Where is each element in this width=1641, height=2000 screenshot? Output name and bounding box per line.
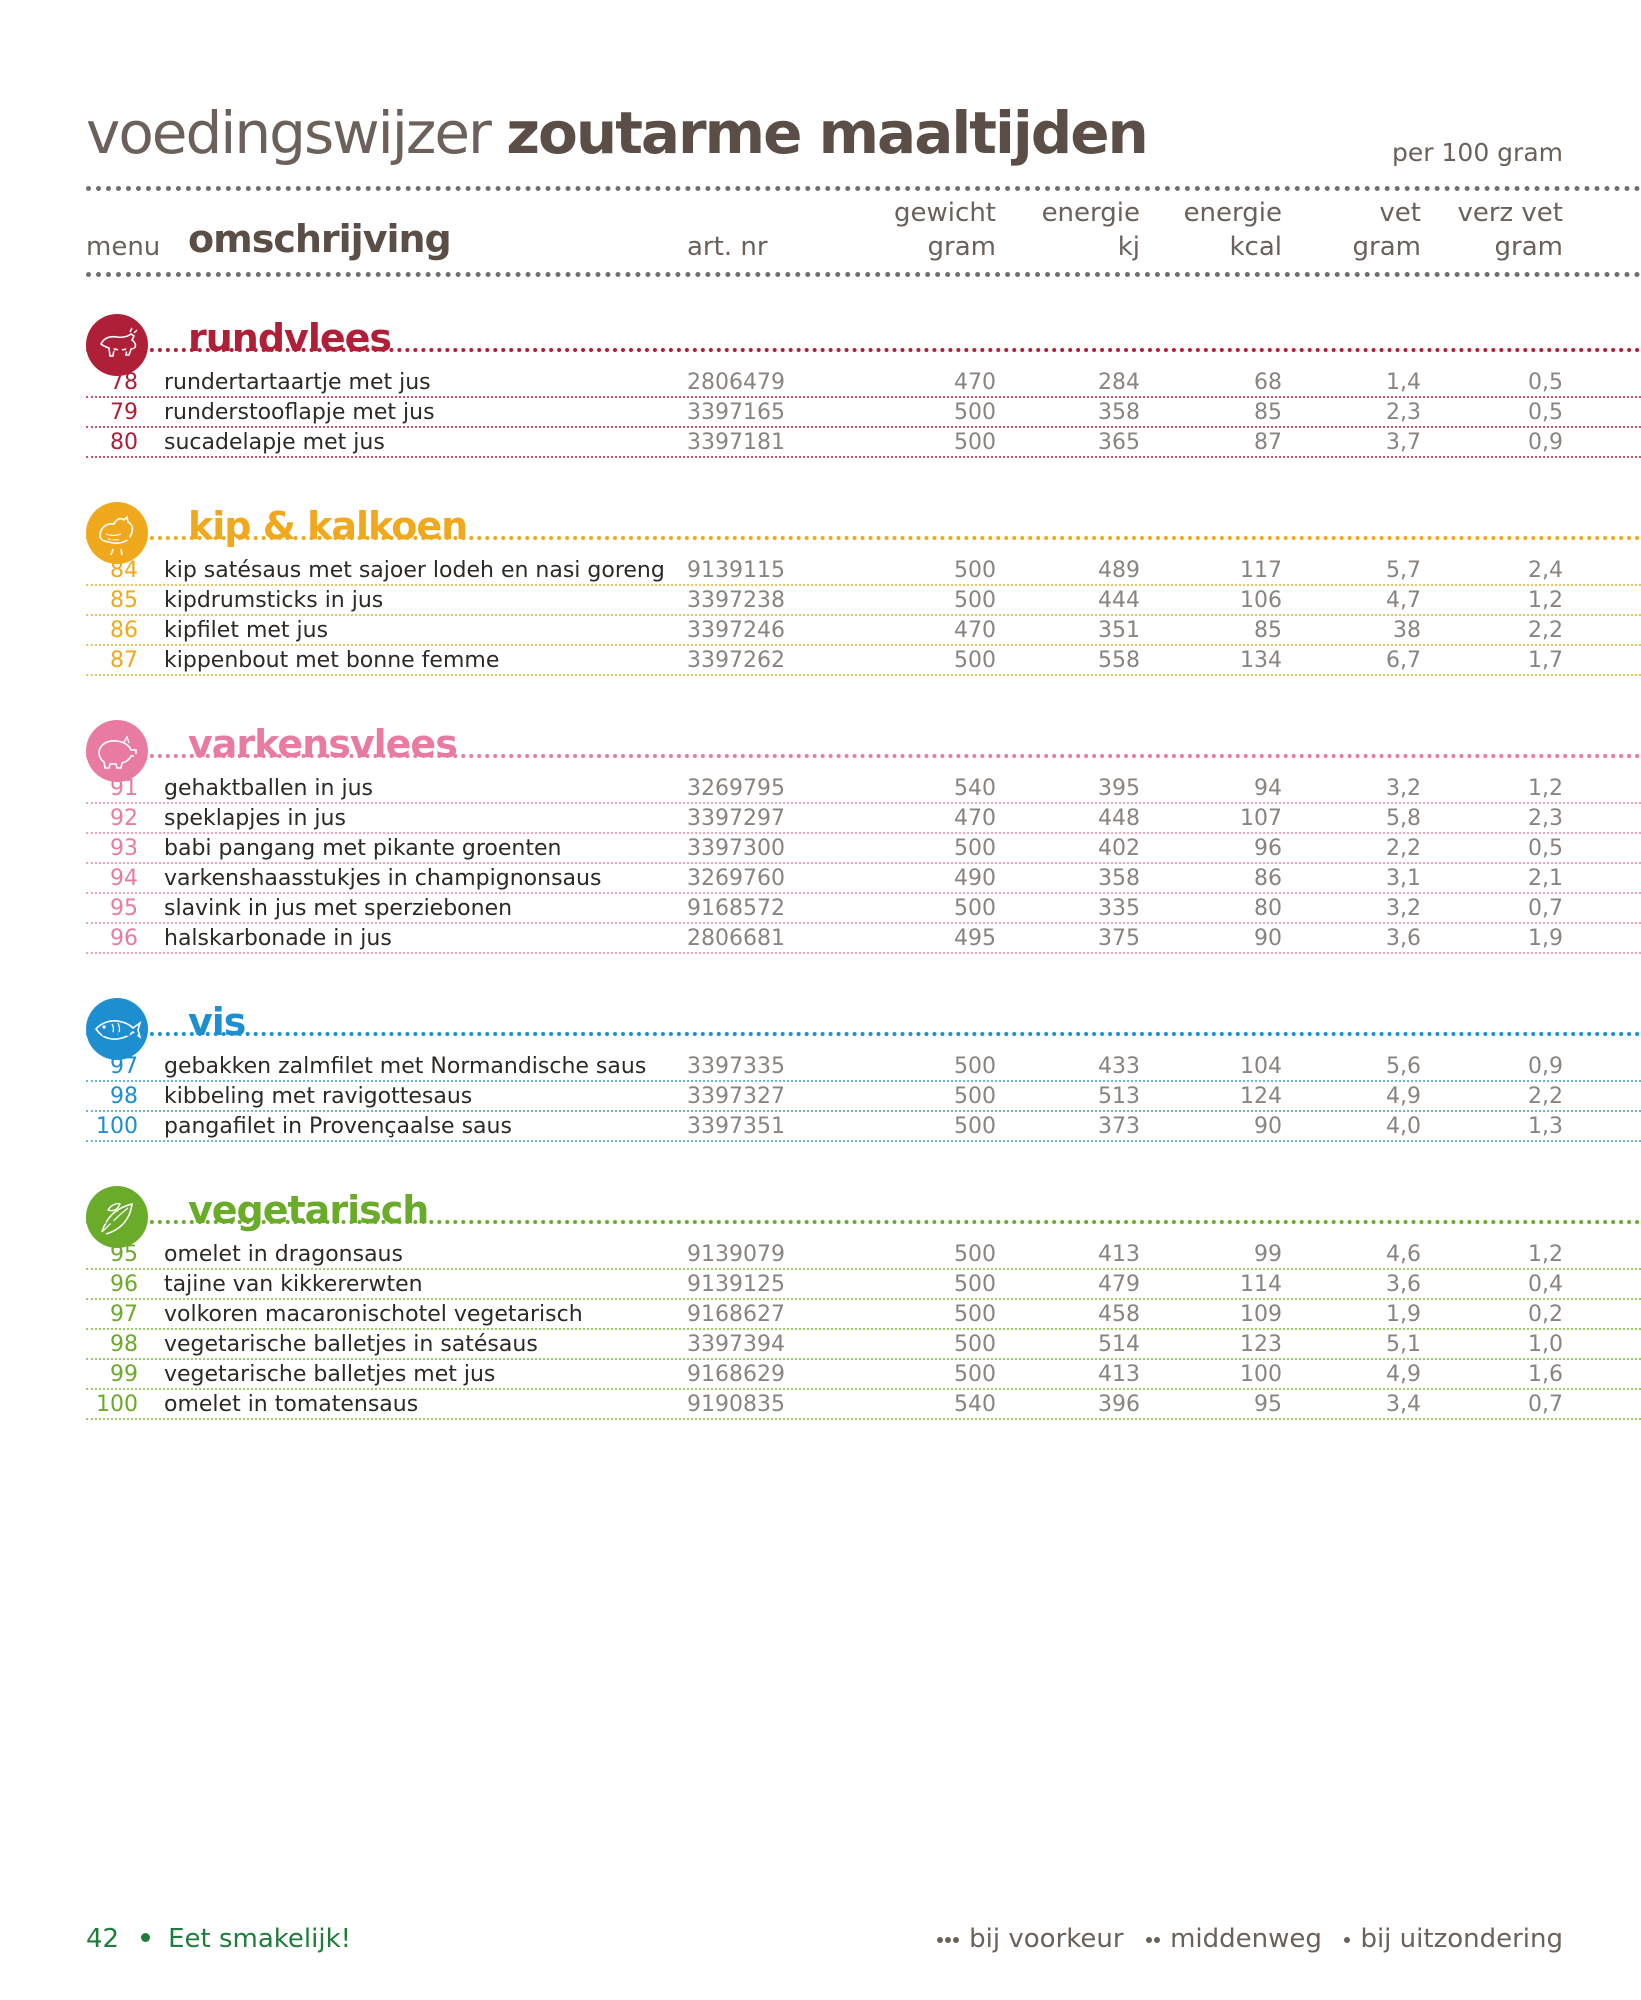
section-title-vegetarisch: vegetarisch [188, 1188, 429, 1232]
cell-gew: 500 [954, 836, 996, 861]
cell-art: 3397394 [687, 1332, 785, 1357]
cell-desc: volkoren macaronischotel vegetarisch [164, 1302, 583, 1327]
col-header-vet: vet gram [1352, 198, 1421, 262]
legend-item: bij voorkeur [937, 1924, 1124, 1954]
cell-desc: babi pangang met pikante groenten [164, 836, 562, 861]
table-row [86, 834, 1641, 864]
cell-art: 3397300 [687, 836, 785, 861]
cell-gew: 500 [954, 1362, 996, 1387]
cell-menu: 91 [110, 776, 138, 801]
cell-menu: 96 [110, 926, 138, 951]
cell-art: 3397335 [687, 1054, 785, 1079]
cell-kcal: 134 [1240, 648, 1282, 673]
cell-verz: 2,1 [1528, 866, 1563, 891]
cell-kj: 413 [1098, 1362, 1140, 1387]
cell-kj: 396 [1098, 1392, 1140, 1417]
cell-kcal: 96 [1254, 836, 1282, 861]
cell-art: 3397165 [687, 400, 785, 425]
cell-kj: 558 [1098, 648, 1140, 673]
cell-menu: 96 [110, 1272, 138, 1297]
cell-vet: 4,9 [1386, 1084, 1421, 1109]
cell-vet: 3,6 [1386, 1272, 1421, 1297]
cell-gew: 500 [954, 1272, 996, 1297]
dot-icon [1146, 1937, 1152, 1943]
cell-menu: 84 [110, 558, 138, 583]
table-row [86, 894, 1641, 924]
cell-desc: gebakken zalmfilet met Normandische saus [164, 1054, 647, 1079]
cell-desc: omelet in tomatensaus [164, 1392, 419, 1417]
cell-verz: 1,2 [1528, 1242, 1563, 1267]
cell-art: 3397238 [687, 588, 785, 613]
cell-art: 2806681 [687, 926, 785, 951]
cell-menu: 97 [110, 1302, 138, 1327]
cell-kcal: 123 [1240, 1332, 1282, 1357]
cell-vet: 3,2 [1386, 776, 1421, 801]
cell-gew: 500 [954, 1114, 996, 1139]
cell-desc: halskarbonade in jus [164, 926, 392, 951]
cell-kcal: 90 [1254, 926, 1282, 951]
cell-desc: pangafilet in Provençaalse saus [164, 1114, 512, 1139]
cell-kcal: 95 [1254, 1392, 1282, 1417]
cell-desc: sucadelapje met jus [164, 430, 385, 455]
col-header-energie-kcal: energie kcal [1183, 198, 1282, 262]
pig-icon [86, 720, 148, 782]
cell-art: 3269760 [687, 866, 785, 891]
cell-menu: 99 [110, 1362, 138, 1387]
cell-art: 9139079 [687, 1242, 785, 1267]
section-divider [86, 536, 1641, 540]
cell-verz: 0,5 [1528, 370, 1563, 395]
cell-kj: 433 [1098, 1054, 1140, 1079]
cell-desc: slavink in jus met sperziebonen [164, 896, 513, 921]
table-row [86, 774, 1641, 804]
table-row [86, 616, 1641, 646]
cell-art: 9168629 [687, 1362, 785, 1387]
cell-kj: 351 [1098, 618, 1140, 643]
legend-item: bij uitzondering [1344, 1924, 1563, 1954]
cell-verz: 2,2 [1528, 1084, 1563, 1109]
cell-desc: kippenbout met bonne femme [164, 648, 500, 673]
cell-kj: 335 [1098, 896, 1140, 921]
col-header-gewicht: gewicht gram [894, 198, 996, 262]
cell-verz: 1,7 [1528, 648, 1563, 673]
cell-menu: 95 [110, 896, 138, 921]
cell-kcal: 87 [1254, 430, 1282, 455]
section-title-kip-en-kalkoen: kip & kalkoen [188, 504, 468, 548]
cell-art: 3397262 [687, 648, 785, 673]
cell-gew: 500 [954, 558, 996, 583]
table-row [86, 398, 1641, 428]
dot-icon [945, 1937, 951, 1943]
col-header-art: art. nr [687, 232, 768, 262]
cell-verz: 0,5 [1528, 836, 1563, 861]
cell-desc: tajine van kikkererwten [164, 1272, 423, 1297]
cell-gew: 500 [954, 1302, 996, 1327]
cell-gew: 495 [954, 926, 996, 951]
cell-vet: 3,7 [1386, 430, 1421, 455]
cell-verz: 2,2 [1528, 618, 1563, 643]
section-divider [86, 348, 1641, 352]
cell-desc: omelet in dragonsaus [164, 1242, 403, 1267]
cell-menu: 92 [110, 806, 138, 831]
cell-menu: 100 [96, 1392, 138, 1417]
cell-menu: 98 [110, 1332, 138, 1357]
col-header-energie-kj: energie kj [1041, 198, 1140, 262]
col-header-menu: menu [86, 232, 161, 262]
cell-kcal: 85 [1254, 618, 1282, 643]
table-row [86, 804, 1641, 834]
cell-vet: 3,1 [1386, 866, 1421, 891]
cell-menu: 94 [110, 866, 138, 891]
cell-vet: 1,4 [1386, 370, 1421, 395]
cell-art: 9139115 [687, 558, 785, 583]
cell-vet: 38 [1393, 618, 1421, 643]
cell-verz: 0,5 [1528, 400, 1563, 425]
row-divider [86, 456, 1641, 458]
table-row [86, 368, 1641, 398]
cell-vet: 4,6 [1386, 1242, 1421, 1267]
cell-art: 9168572 [687, 896, 785, 921]
section-title-rundvlees: rundvlees [188, 316, 392, 360]
cell-vet: 2,2 [1386, 836, 1421, 861]
table-row [86, 1360, 1641, 1390]
cell-verz: 1,9 [1528, 926, 1563, 951]
cell-menu: 95 [110, 1242, 138, 1267]
page-title [86, 99, 1147, 167]
cell-kj: 458 [1098, 1302, 1140, 1327]
title-light: voedingswijzer [86, 99, 490, 167]
cow-icon [86, 314, 148, 376]
cell-gew: 500 [954, 1242, 996, 1267]
cell-verz: 0,2 [1528, 1302, 1563, 1327]
cell-verz: 0,9 [1528, 430, 1563, 455]
title-bold: zoutarme maaltijden [506, 99, 1147, 167]
table-row [86, 1390, 1641, 1420]
table-row [86, 924, 1641, 954]
cell-desc: runderstooflapje met jus [164, 400, 435, 425]
row-divider [86, 1418, 1641, 1420]
cell-verz: 1,2 [1528, 588, 1563, 613]
table-row [86, 864, 1641, 894]
table-row [86, 1240, 1641, 1270]
leaf-icon [86, 1186, 148, 1248]
cell-kcal: 100 [1240, 1362, 1282, 1387]
cell-desc: gehaktballen in jus [164, 776, 373, 801]
cell-gew: 500 [954, 588, 996, 613]
footer-slogan: Eet smakelijk! [168, 1924, 352, 1954]
cell-kcal: 117 [1240, 558, 1282, 583]
cell-vet: 4,9 [1386, 1362, 1421, 1387]
cell-kj: 448 [1098, 806, 1140, 831]
cell-menu: 93 [110, 836, 138, 861]
cell-kcal: 90 [1254, 1114, 1282, 1139]
cell-gew: 500 [954, 1084, 996, 1109]
cell-kcal: 107 [1240, 806, 1282, 831]
cell-kcal: 106 [1240, 588, 1282, 613]
cell-vet: 5,6 [1386, 1054, 1421, 1079]
section-divider [86, 1032, 1641, 1036]
cell-menu: 80 [110, 430, 138, 455]
dot-icon [1154, 1937, 1160, 1943]
cell-kcal: 94 [1254, 776, 1282, 801]
cell-kcal: 109 [1240, 1302, 1282, 1327]
cell-desc: kibbeling met ravigottesaus [164, 1084, 473, 1109]
cell-kj: 284 [1098, 370, 1140, 395]
table-row [86, 1112, 1641, 1142]
cell-gew: 500 [954, 430, 996, 455]
section-title-varkensvlees: varkensvlees [188, 722, 457, 766]
cell-gew: 500 [954, 648, 996, 673]
cell-kcal: 114 [1240, 1272, 1282, 1297]
table-row [86, 556, 1641, 586]
table-row [86, 428, 1641, 458]
footer-page [86, 1924, 351, 1954]
cell-verz: 1,0 [1528, 1332, 1563, 1357]
section-divider [86, 1220, 1641, 1224]
cell-vet: 2,3 [1386, 400, 1421, 425]
cell-desc: vegetarische balletjes met jus [164, 1362, 496, 1387]
col-header-omschrijving: omschrijving [188, 217, 451, 261]
cell-kj: 395 [1098, 776, 1140, 801]
table-row [86, 1052, 1641, 1082]
cell-kcal: 80 [1254, 896, 1282, 921]
cell-gew: 540 [954, 1392, 996, 1417]
per-unit-note: per 100 gram [1392, 138, 1563, 167]
cell-kcal: 68 [1254, 370, 1282, 395]
cell-gew: 490 [954, 866, 996, 891]
cell-vet: 5,7 [1386, 558, 1421, 583]
cell-vet: 5,8 [1386, 806, 1421, 831]
cell-menu: 100 [96, 1114, 138, 1139]
cell-verz: 1,6 [1528, 1362, 1563, 1387]
cell-kj: 413 [1098, 1242, 1140, 1267]
cell-art: 9139125 [687, 1272, 785, 1297]
table-row [86, 1300, 1641, 1330]
fish-icon [86, 998, 148, 1060]
cell-gew: 470 [954, 370, 996, 395]
cell-kj: 358 [1098, 400, 1140, 425]
cell-kj: 514 [1098, 1332, 1140, 1357]
table-row [86, 1330, 1641, 1360]
cell-vet: 6,7 [1386, 648, 1421, 673]
cell-kj: 358 [1098, 866, 1140, 891]
cell-menu: 87 [110, 648, 138, 673]
cell-art: 2806479 [687, 370, 785, 395]
cell-desc: kipdrumsticks in jus [164, 588, 384, 613]
table-row [86, 1270, 1641, 1300]
col-header-verz-vet: verz vet gram [1457, 198, 1563, 262]
cell-art: 9190835 [687, 1392, 785, 1417]
cell-vet: 4,7 [1386, 588, 1421, 613]
cell-kcal: 86 [1254, 866, 1282, 891]
bullet-icon [141, 1933, 150, 1942]
cell-desc: vegetarische balletjes in satésaus [164, 1332, 538, 1357]
cell-gew: 500 [954, 1332, 996, 1357]
cell-kcal: 104 [1240, 1054, 1282, 1079]
dot-icon [937, 1937, 943, 1943]
row-divider [86, 952, 1641, 954]
cell-menu: 86 [110, 618, 138, 643]
cell-verz: 2,3 [1528, 806, 1563, 831]
cell-kj: 479 [1098, 1272, 1140, 1297]
cell-vet: 5,1 [1386, 1332, 1421, 1357]
cell-desc: varkenshaasstukjes in champignonsaus [164, 866, 602, 891]
cell-kj: 375 [1098, 926, 1140, 951]
cell-verz: 0,7 [1528, 896, 1563, 921]
page-number: 42 [86, 1924, 120, 1954]
cell-menu: 79 [110, 400, 138, 425]
legend [923, 1924, 1563, 1954]
table-row [86, 586, 1641, 616]
cell-verz: 0,9 [1528, 1054, 1563, 1079]
cell-vet: 3,2 [1386, 896, 1421, 921]
chicken-icon [86, 502, 148, 564]
cell-gew: 470 [954, 806, 996, 831]
cell-kj: 489 [1098, 558, 1140, 583]
section-title-vis: vis [188, 1000, 246, 1044]
cell-art: 3397297 [687, 806, 785, 831]
cell-gew: 500 [954, 1054, 996, 1079]
table-row [86, 646, 1641, 676]
header-bottom-divider [86, 272, 1641, 277]
cell-desc: kip satésaus met sajoer lodeh en nasi goreng [164, 558, 665, 583]
cell-kj: 365 [1098, 430, 1140, 455]
cell-vet: 3,6 [1386, 926, 1421, 951]
cell-art: 3397327 [687, 1084, 785, 1109]
row-divider [86, 1140, 1641, 1142]
cell-menu: 97 [110, 1054, 138, 1079]
cell-gew: 540 [954, 776, 996, 801]
table-row [86, 1082, 1641, 1112]
cell-kcal: 99 [1254, 1242, 1282, 1267]
cell-menu: 85 [110, 588, 138, 613]
cell-art: 3397351 [687, 1114, 785, 1139]
cell-art: 3269795 [687, 776, 785, 801]
cell-kj: 402 [1098, 836, 1140, 861]
cell-verz: 2,4 [1528, 558, 1563, 583]
legend-item: middenweg [1146, 1924, 1322, 1954]
cell-menu: 78 [110, 370, 138, 395]
cell-kj: 373 [1098, 1114, 1140, 1139]
cell-kj: 444 [1098, 588, 1140, 613]
cell-desc: rundertartaartje met jus [164, 370, 431, 395]
cell-desc: speklapjes in jus [164, 806, 346, 831]
cell-verz: 0,4 [1528, 1272, 1563, 1297]
cell-gew: 500 [954, 896, 996, 921]
cell-verz: 0,7 [1528, 1392, 1563, 1417]
cell-kj: 513 [1098, 1084, 1140, 1109]
cell-vet: 1,9 [1386, 1302, 1421, 1327]
cell-verz: 1,3 [1528, 1114, 1563, 1139]
cell-kcal: 85 [1254, 400, 1282, 425]
cell-gew: 470 [954, 618, 996, 643]
cell-kcal: 124 [1240, 1084, 1282, 1109]
cell-menu: 98 [110, 1084, 138, 1109]
dot-icon [953, 1937, 959, 1943]
cell-art: 9168627 [687, 1302, 785, 1327]
cell-art: 3397246 [687, 618, 785, 643]
section-divider [86, 754, 1641, 758]
dot-icon [1344, 1937, 1350, 1943]
header-top-divider [86, 186, 1641, 191]
cell-gew: 500 [954, 400, 996, 425]
cell-vet: 4,0 [1386, 1114, 1421, 1139]
cell-art: 3397181 [687, 430, 785, 455]
cell-desc: kipfilet met jus [164, 618, 329, 643]
row-divider [86, 674, 1641, 676]
cell-verz: 1,2 [1528, 776, 1563, 801]
cell-vet: 3,4 [1386, 1392, 1421, 1417]
